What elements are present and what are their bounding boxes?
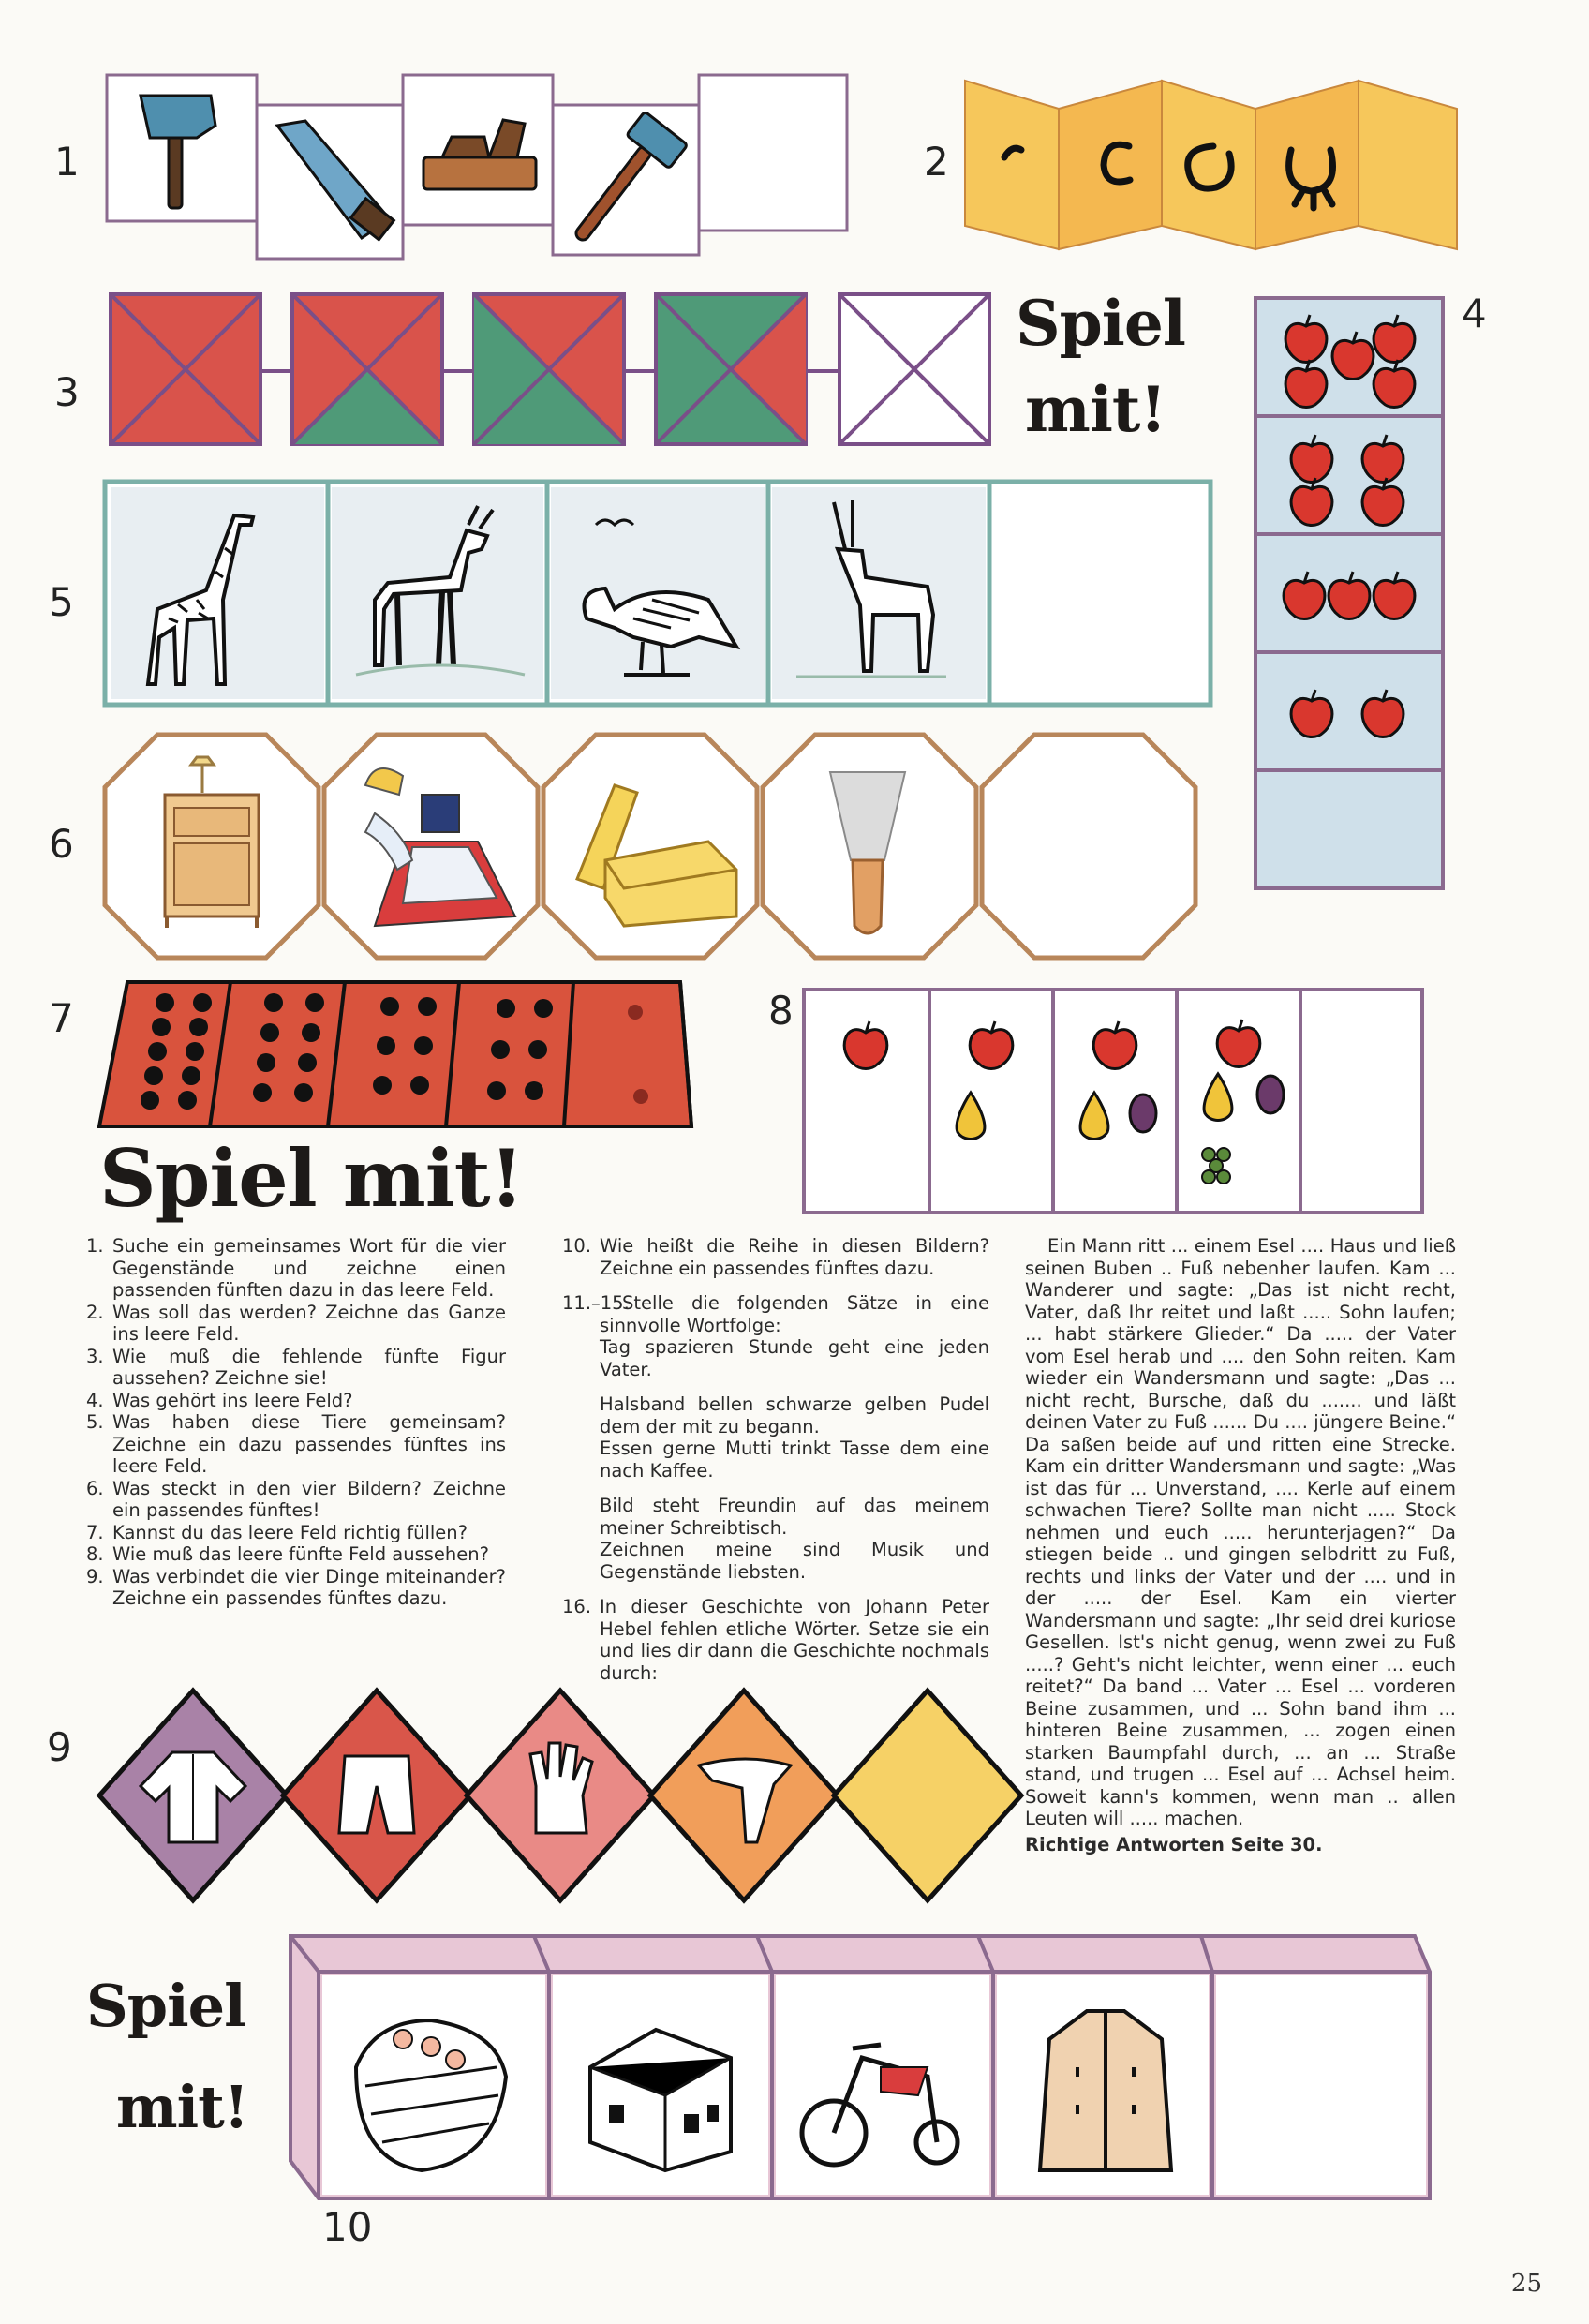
headline-top-2: mit! [1025,373,1166,446]
instruction-item: 7. Kannst du das leere Feld richtig füllen? [86,1521,468,1543]
instruction-item: 9. Was verbindet die vier Dinge miteinander? Zeichne ein passendes fünftes dazu. [86,1565,506,1609]
answers-note: Richtige Antworten Seite 30. [1025,1833,1323,1855]
instruction-item: 5. Was haben diese Tiere gemeinsam? Zeichne ein dazu passendes fünftes ins leere Feld. [86,1411,506,1477]
plum-icon [1257,1076,1284,1113]
crossed-square-icon [474,294,624,444]
crossed-square-icon [292,294,442,444]
plane-icon [414,111,545,204]
page-number: 25 [1510,2270,1542,2298]
hammer-icon [564,116,695,247]
instruction-item: 2. Was soll das werden? Zeichne das Ganze ins leere Feld. [86,1301,506,1345]
puzzle-number-10: 10 [322,2204,373,2250]
puzzle-10 [281,1927,1443,2208]
antelope-icon [787,493,956,690]
headline-main: Spiel mit! [99,1132,524,1225]
sentence: Halsband bellen schwarze gelben Pudel dem der mit zu begann. [600,1393,989,1438]
giraffe-icon [131,497,300,693]
story-column [1025,1235,1456,1855]
instructions-column-2 [562,1235,989,1684]
spatula-icon [811,757,924,945]
puzzle-8 [800,986,1428,1216]
puzzle-7 [99,975,699,1134]
crossed-square-icon [656,294,806,444]
puzzle-number-4: 4 [1462,290,1487,336]
puzzle-number-8: 8 [768,988,794,1034]
instruction-item: 6. Was steckt in den vier Bildern? Zeichne ein passendes fünftes! [86,1477,506,1521]
saw-icon [268,116,399,247]
puzzle-number-2: 2 [924,139,949,185]
instruction-item: 4. Was gehört ins leere Feld? [86,1389,353,1411]
instruction-item: 10. Wie heißt die Reihe in diesen Bildern? Zeichne ein passendes fünftes dazu. [562,1235,989,1279]
puzzle-number-3: 3 [54,369,80,415]
puzzle-number-5: 5 [49,579,74,625]
story-text: Ein Mann ritt ... einem Esel .... Haus und ließ seinen Buben .. Fuß nebenher laufen. Kam ... Wanderer und sagte: „Das ist nicht recht, Vater, daß Ihr reitet und laßt ..... Sohn laufen; ... habt stärkere Glieder.“ Da ..... der Vater vom Esel herab und .... den Sohn reiten. Kam wieder ein Wandersmann und sagte: „Das ... nicht recht, Bursche, daß du ....... und läßt deinen Vater zu Fuß ...... Du .... jüngere Beine.“ Da saßen beide auf und ritten eine Strecke. Kam ein dritter Wandersmann und sagte: „Was ist das für ... Unverstand, .... Kerle auf einem schwachen Tiere? Sollte man nicht ..... Stock nehmen und euch ..... herunterjagen?“ Da stiegen beide .. und gingen selbdritt zu Fuß, rechts und links der Vater und der .... und in der ..... der Esel. Kam ein vierter Wandersmann und sagte: „Ihr seid drei kuriose Gesellen. Ist's nicht genug, wenn zwei zu Fuß .....? Geht's nicht leichter, wenn einer ... euch reitet?“ Da band ... Vater ... Esel ... vorderen Beine zusammen, und ... Sohn band ihm ... hinteren Beine zusammen, ... zogen einen starken Baumpfahl durch, ... an ... Straße stand, und trugen ... Esel auf ... Achsel heim. Soweit kann's kommen, wenn man .. allen Leuten will ..... machen. [1025,1235,1456,1829]
coat-icon [1040,2011,1171,2170]
crossed-square-icon [111,294,260,444]
puzzle-9 [90,1683,1064,1908]
puzzle-number-6: 6 [49,821,74,867]
puzzle-3 [103,287,1002,455]
sentence: Tag spazieren Stunde geht eine jeden Vater. [600,1336,989,1380]
crossed-square-icon [839,294,989,444]
instruction-item: 11.–15. Stelle die folgenden Sätze in eine sinnvolle Wortfolge: [562,1292,989,1336]
puzzle-number-1: 1 [54,139,80,185]
puzzle-2 [956,71,1480,259]
sentence: Zeichnen meine sind Musik und Gegenstände liebsten. [600,1539,989,1583]
puzzle-number-9: 9 [47,1724,72,1770]
instructions-column-1 [86,1235,506,1610]
plum-icon [1130,1095,1156,1132]
headline-bottom: Spiel [86,1972,245,2040]
nightstand-icon [146,755,277,933]
axe-icon [131,86,225,217]
instruction-item: 1. Suche ein gemeinsames Wort für die vier Gegenstände und zeichne einen passenden fünften dazu in das leere Feld. [86,1235,506,1301]
costume-icon [347,757,534,945]
gazelle-icon [356,497,525,693]
instruction-item: 16. In dieser Geschichte von Johann Peter Hebel fehlen etliche Wörter. Setze sie ein und lies dir dann die Geschichte nochmals durch: [562,1596,989,1684]
vulture-icon [558,506,746,703]
instruction-item: 3. Wie muß die fehlende fünfte Figur aussehen? Zeichne sie! [86,1345,506,1389]
box-icon [558,767,746,935]
headline-top: Spiel [1016,287,1185,360]
sentence: Essen gerne Mutti trinkt Tasse dem eine nach Kaffee. [600,1438,989,1482]
puzzle-number-7: 7 [49,995,74,1041]
headline-bottom-2: mit! [116,2073,249,2141]
puzzle-4 [1252,294,1448,894]
instruction-item: 8. Wie muß das leere fünfte Feld aussehen? [86,1543,489,1565]
sentence: Bild steht Freundin auf das meinem meiner Schreibtisch. [600,1495,989,1539]
